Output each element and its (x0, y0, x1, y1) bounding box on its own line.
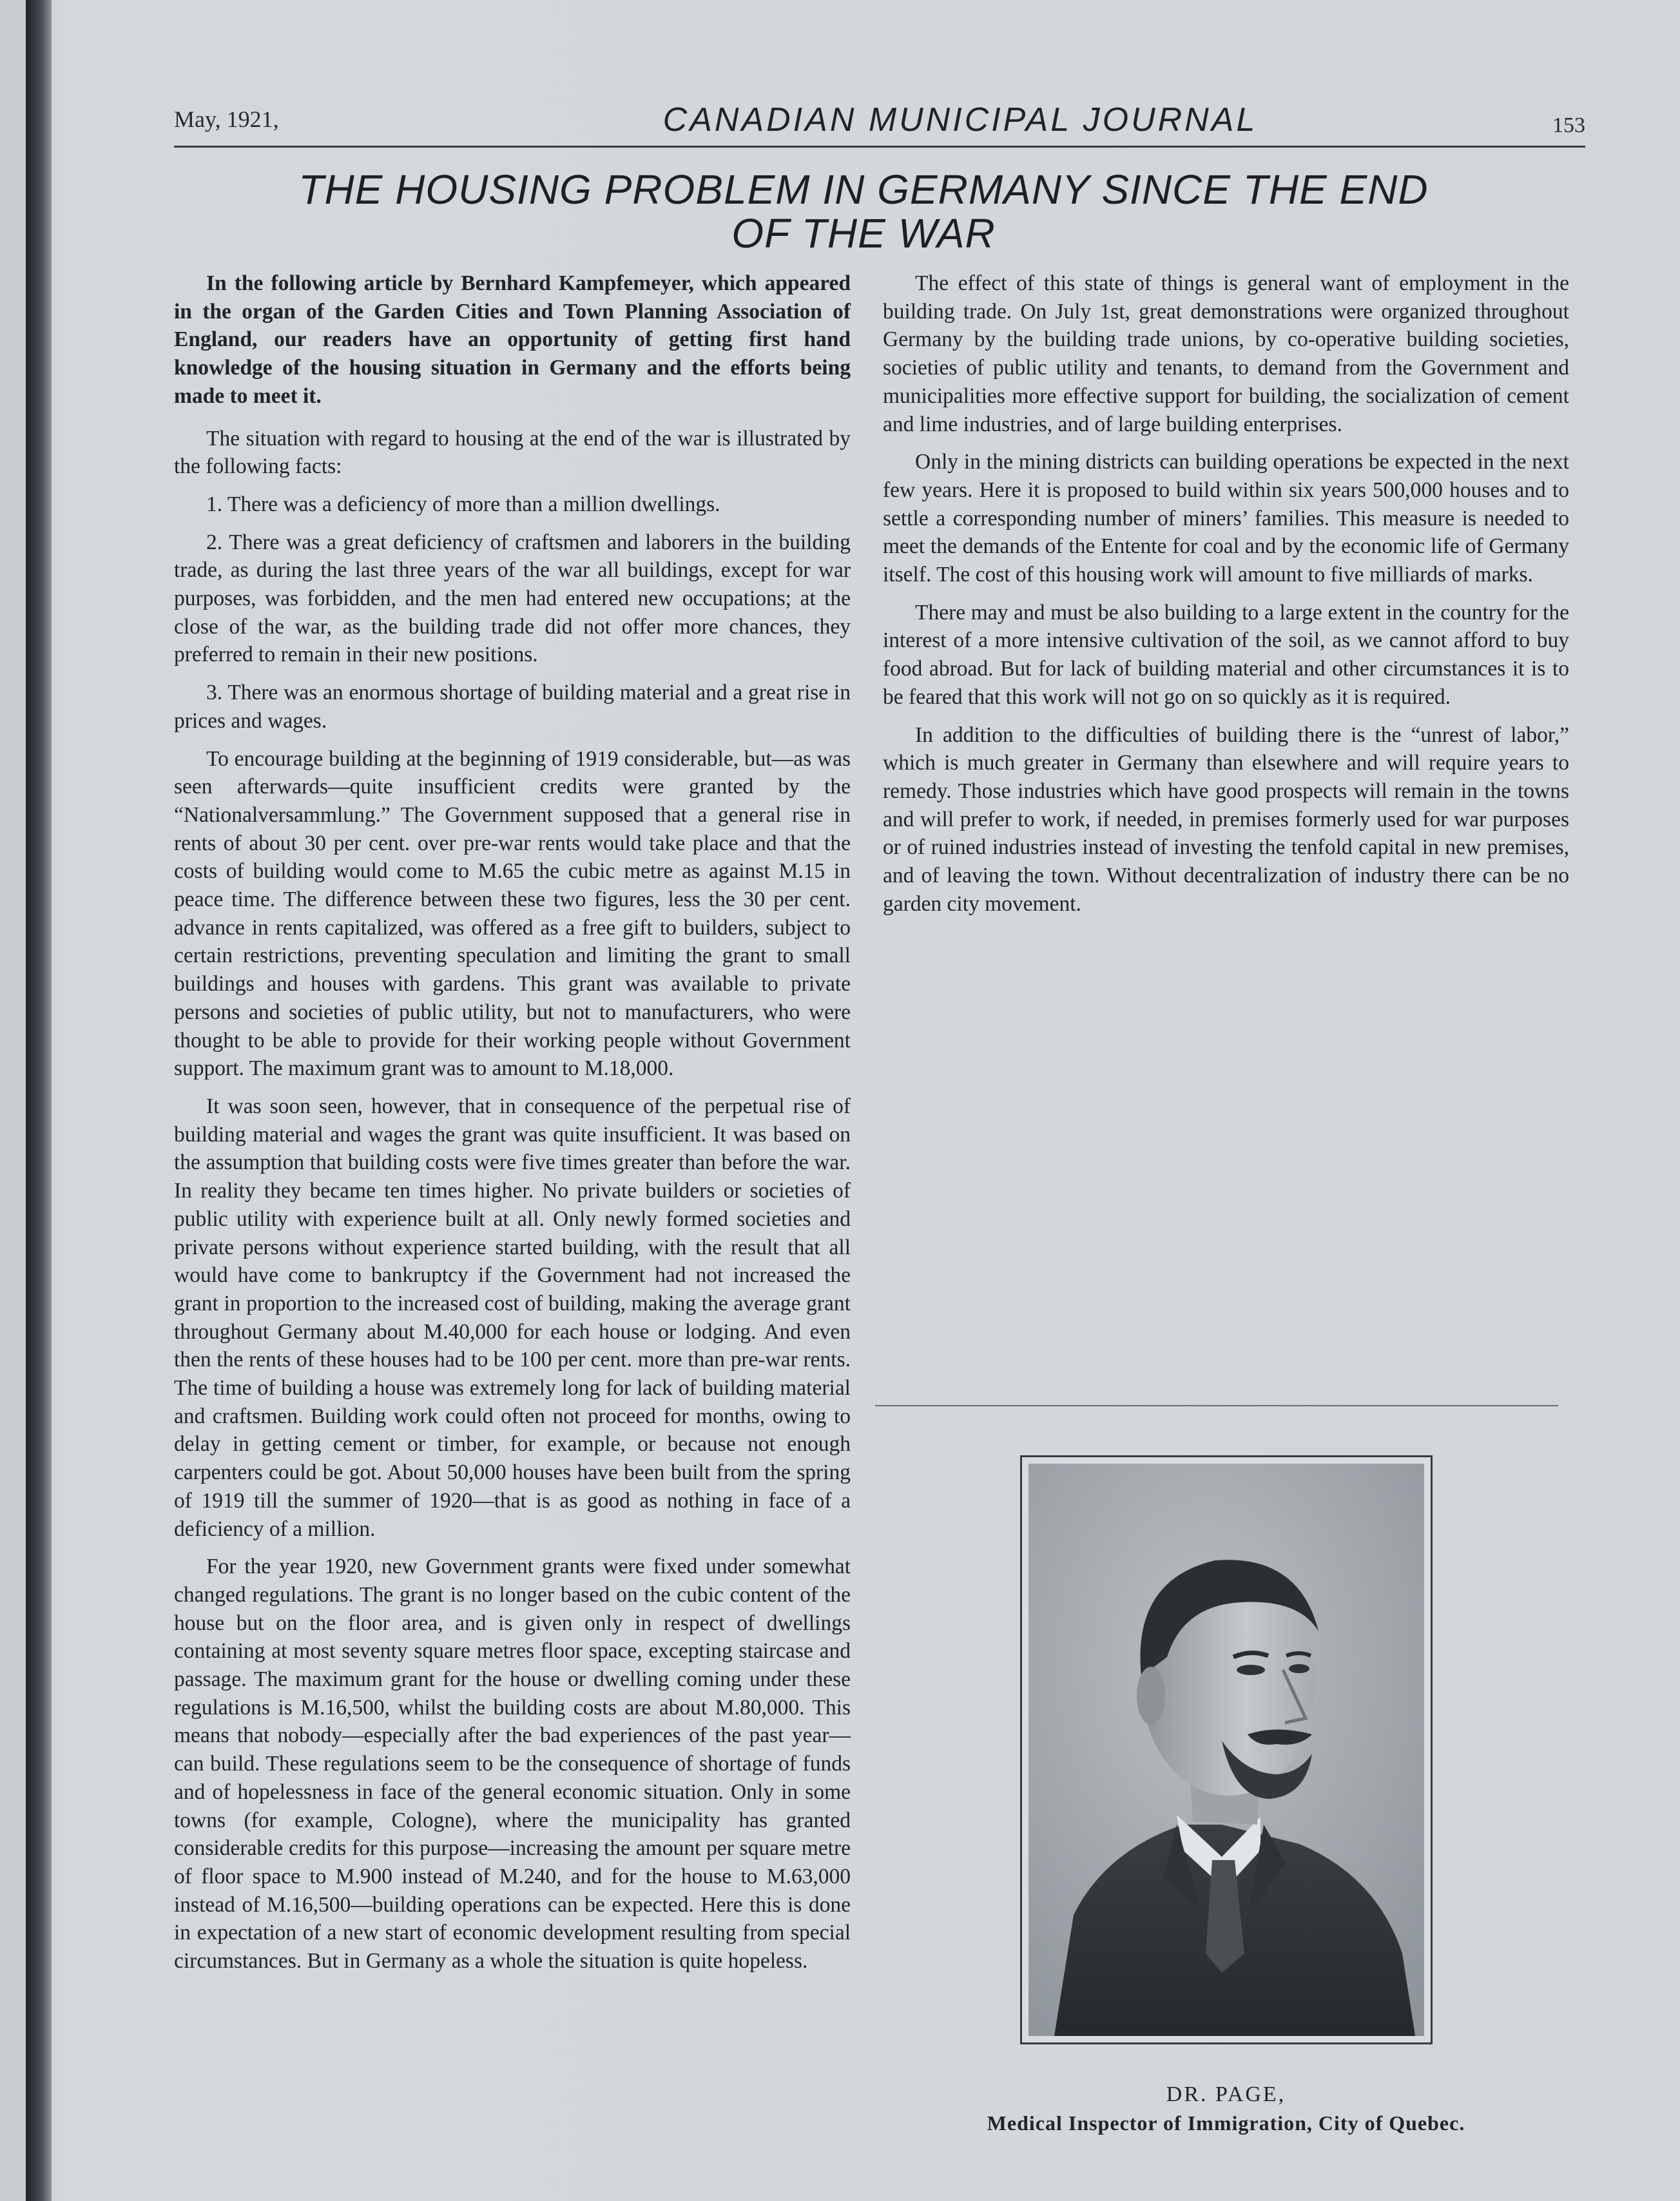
fact-item-1: 1. There was a deficiency of more than a million dwellings. (206, 492, 720, 516)
paragraph-mining: Only in the mining districts can building operations be expected in the next few years. Here it is proposed to build within six years 500,000 houses and to settle a corresponding number of miners’ families. This measure is needed to meet the demands of the Entente for coal and by the economic life of Germany itself. The cost of this housing work will amount to five milliards of marks. (883, 450, 1569, 587)
journal-name: CANADIAN MUNICIPAL JOURNAL (662, 101, 1258, 139)
caption-role: Medical Inspector of Immigration, City of Quebec. (987, 2111, 1465, 2135)
paragraph-encourage: To encourage building at the beginning of 1919 considerable, but—as was seen afterwards—quite insufficient credits were granted by the “Nationalversammlung.” The Government supposed that a general rise in rents of about 30 per cent. over pre-war rents would take place and that the costs of building would come to M.65 the cubic metre as against M.15 in peace time. The difference between these two figures, less the 30 per cent. advance in rents capitalized, was offered as a free gift to builders, subject to certain restrictions, preventing speculation and limiting the grant to small buildings and houses with gardens. This grant was available to private persons and societies of public utility, but not to manufacturers, who were thought to be able to provide for their working people without Government support. The maximum grant was to amount to M.18,000. (174, 746, 851, 1081)
header-rule (174, 146, 1585, 148)
fact-item-2: 2. There was a great deficiency of craftsmen and laborers in the building trade, as during the last three years of the war all buildings, except for war purposes, was forbidden, and the men had entered new occupations; at the close of the war, as the building trade did not offer more chances, they preferred to remain in their new positions. (174, 530, 851, 667)
paragraph-labor: In addition to the difficulties of building there is the “unrest of labor,” which is much greater in Germany than elsewhere and will require years to remedy. Those industries which have good prospects will remain in the towns and will prefer to work, if needed, in premises formerly used for war purposes or of ruined industries instead of investing the tenfold capital in new premises, and of leaving the town. Without decentralization of industry there can be no garden city movement. (883, 722, 1569, 916)
caption-name: DR. PAGE, (1166, 2082, 1286, 2106)
page-header (174, 97, 1585, 148)
fact-item-3: 3. There was an enormous shortage of building material and a great rise in prices and wages. (174, 681, 851, 733)
paragraph-intro: The situation with regard to housing at the end of the war is illustrated by the following facts: (174, 426, 851, 479)
page-number: 153 (1552, 113, 1585, 137)
article-title-line-1: THE HOUSING PROBLEM IN GERMANY SINCE THE END (298, 166, 1429, 213)
paragraph-country: There may and must be also building to a large extent in the country for the interest of a more intensive cultivation of the soil, as we cannot afford to buy food abroad. But for lack of building material and other circumstances it is to be feared that this work will not go on so quickly as it is required. (883, 600, 1569, 709)
paragraph-1920-grants: For the year 1920, new Government grants were fixed under somewhat changed regulations. The grant is no longer based on the cubic content of the house but on the floor area, and is given only in respect of dwellings containing at most seventy square metres floor space, excepting staircase and passage. The maximum grant for the house or dwelling coming under these regulations is M.16,500, whilst the building costs are about M.80,000. This means that nobody—especially after the bad experiences of the past year—can build. These regulations seem to be the consequence of shortage of funds and of hopelessness in face of the general economic situation. Only in some towns (for example, Cologne), where the municipality has granted considerable credits for this purpose—increasing the amount per square metre of floor space to M.900 instead of M.240, and for the house to M.63,000 instead of M.16,500—building operations can be expected. Here this is done in expectation of a new start of economic development resulting from special circumstances. But in Germany as a whole the situation is quite hopeless. (174, 1555, 851, 1973)
portrait-photo-frame (1020, 1455, 1433, 2044)
left-column (174, 269, 851, 1985)
photo-caption (883, 2080, 1569, 2137)
paragraph-soon-seen: It was soon seen, however, that in consequence of the perpetual rise of building material and wages the grant was quite insufficient. It was based on the assumption that building costs were five times greater than before the war. In reality they became ten times higher. No private builders or societies of public utility with experience built at all. Only newly formed societies and private persons without experience started building, with the result that all would have come to bankruptcy if the Government had not increased the grant in proportion to the increased cost of building, making the average grant throughout Germany about M.40,000 for each house or lodging. And even then the rents of these houses had to be 100 per cent. more than pre-war rents. The time of building a house was extremely long for lack of building material and craftsmen. Building work could often not proceed for months, owing to delay in getting cement or timber, for example, or because not enough carpenters could be got. About 50,000 houses have been built from the spring of 1919 till the summer of 1920—that is as good as nothing in face of a deficiency of a million. (174, 1094, 851, 1541)
right-column (883, 269, 1569, 927)
portrait-photo (1028, 1464, 1424, 2036)
article-title-line-2: OF THE WAR (731, 210, 996, 257)
article-lead: In the following article by Bernhard Kampfemeyer, which appeared in the organ of the Garden Cities and Town Planning Association of England, our readers have an opportunity of getting first hand knowledge of the housing situation in Germany and the efforts being made to meet it. (174, 271, 851, 408)
binding-shadow (26, 0, 52, 2201)
article-title (213, 168, 1514, 255)
issue-date: May, 1921, (174, 106, 279, 132)
column-divider-rule (875, 1405, 1558, 1406)
paragraph-effect: The effect of this state of things is general want of employment in the building trade. On July 1st, great demonstrations were organized throughout Germany by the building trade unions, by co-operative building societies, societies of public utility and tenants, to demand from the Government and municipalities more effective support for building, the socialization of cement and lime industries, and of large building enterprises. (883, 271, 1569, 436)
